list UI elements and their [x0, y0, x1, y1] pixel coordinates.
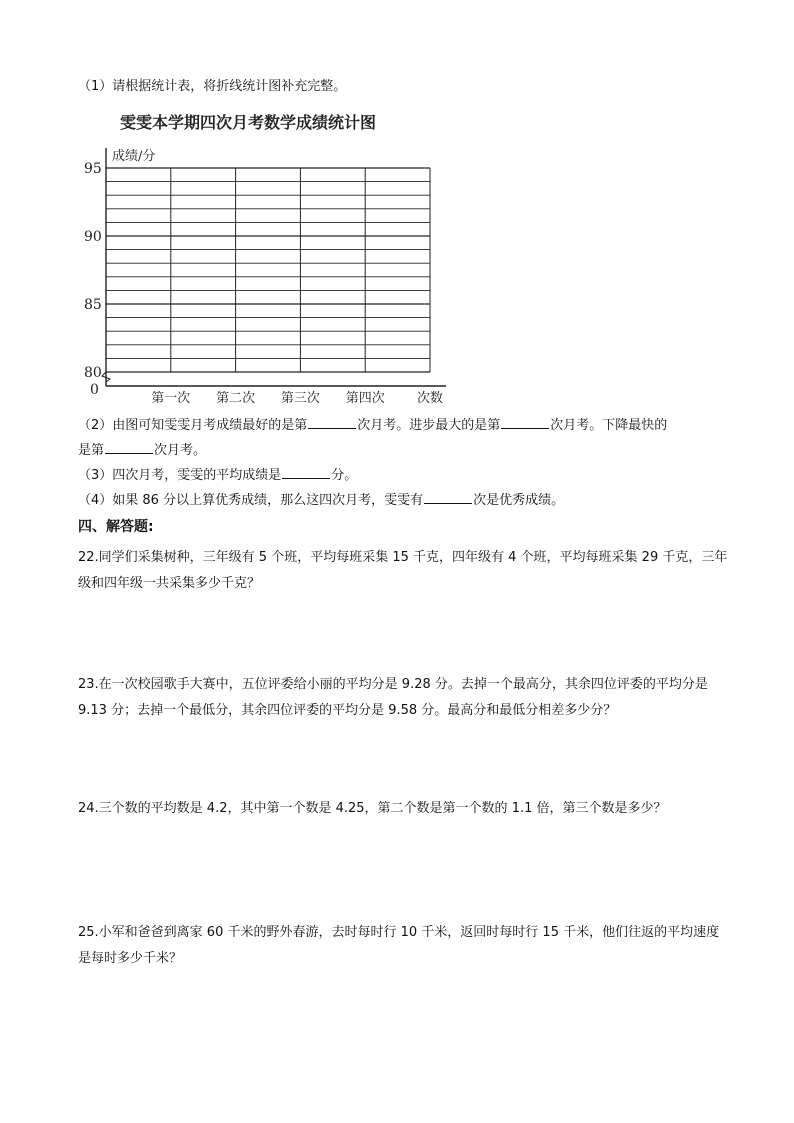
chart-title: 雯雯本学期四次月考数学成绩统计图	[120, 113, 377, 132]
chart-grid	[106, 168, 430, 372]
best-exam-blank[interactable]	[308, 416, 356, 429]
section-title: 四、解答题:	[78, 519, 154, 535]
part2-text-c: 次月考。下降最快的	[550, 418, 668, 433]
excellent-count-blank[interactable]	[424, 491, 472, 504]
y-axis-label: 成绩/分	[112, 149, 156, 164]
part1-instruction: （1）请根据统计表，将折线统计图补充完整。	[78, 79, 347, 94]
y-tick-label: 90	[84, 229, 102, 245]
y-tick-label: 85	[84, 297, 102, 313]
line-chart	[70, 104, 460, 404]
part4-line	[78, 491, 564, 510]
part3-line	[78, 466, 357, 485]
x-tick-label: 第四次	[345, 391, 385, 404]
y-axis	[84, 148, 110, 398]
question-23: 23.在一次校园歌手大赛中，五位评委给小丽的平均分是 9.28 分。去掉一个最高分，其余四位评委的平均分是 9.13 分；去掉一个最低分，其余四位评委的平均分是 9.58 分。最高分和最低分相差多少分？	[78, 677, 708, 718]
part4-text-b: 次是优秀成绩。	[473, 493, 565, 508]
part3-text-b: 分。	[331, 468, 358, 483]
x-axis	[106, 386, 446, 404]
part3-text-a: （3）四次月考，雯雯的平均成绩是	[78, 468, 282, 483]
average-score-blank[interactable]	[282, 466, 330, 479]
question-24: 24.三个数的平均数是 4.2，其中第一个数是 4.25，第二个数是第一个数的 1.1 倍，第三个数是多少？	[78, 801, 667, 816]
y-tick-label: 80	[84, 365, 102, 381]
part2-text-e: 次月考。	[154, 443, 207, 458]
question-22: 22.同学们采集树种，三年级有 5 个班，平均每班采集 15 千克，四年级有 4 个班，平均每班采集 29 千克，三年级和四年级一共采集多少千克？	[78, 550, 728, 591]
x-tick-label: 第三次	[280, 391, 320, 404]
x-tick-label: 第一次	[151, 391, 191, 404]
question-25: 25.小军和爸爸到离家 60 千米的野外春游，去时每时行 10 千米，返回时每时行 15 千米，他们往返的平均速度是每时多少千米？	[78, 925, 720, 966]
biggest-progress-blank[interactable]	[501, 416, 549, 429]
part2-line1	[78, 416, 667, 435]
part4-text-a: （4）如果 86 分以上算优秀成绩，那么这四次月考，雯雯有	[78, 493, 424, 508]
y-tick-label: 95	[84, 161, 102, 177]
x-tick-label: 第二次	[216, 391, 256, 404]
part2-text-d: 是第	[78, 443, 105, 458]
fastest-drop-blank[interactable]	[105, 441, 153, 454]
part2-text-a: （2）由图可知雯雯月考成绩最好的是第	[78, 418, 308, 433]
part2-line2	[78, 441, 206, 460]
x-axis-label: 次数	[416, 391, 444, 404]
origin-label: 0	[90, 382, 99, 398]
part2-text-b: 次月考。进步最大的是第	[357, 418, 501, 433]
